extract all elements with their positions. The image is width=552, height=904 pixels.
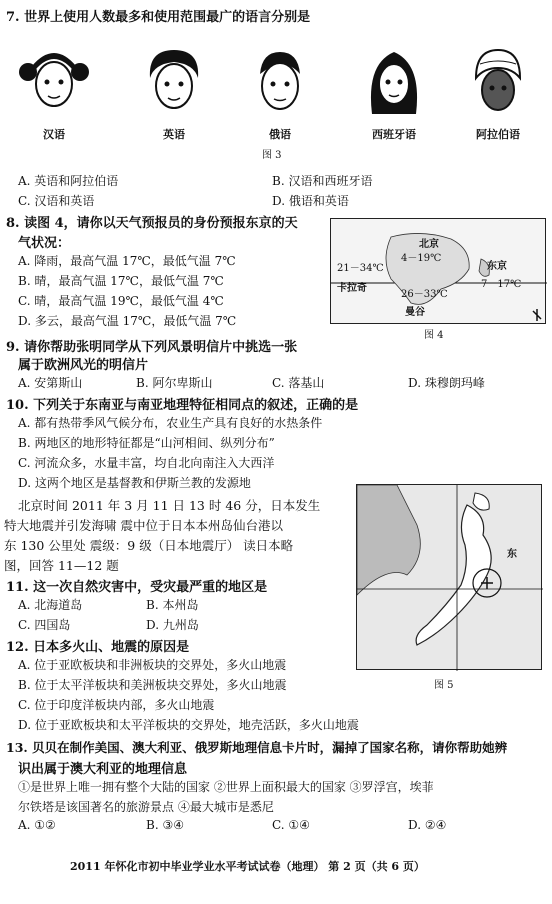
q10-option-c[interactable]: C. 河流众多，水量丰富，均自北向南注入大西洋 [18,456,275,470]
q13-option-b[interactable]: B. ③④ [146,818,184,832]
q11-option-b[interactable]: B. 本州岛 [146,598,199,612]
map4-tokyo-temp: 7－17℃ [481,279,522,290]
figure4-map [330,218,546,324]
face-label-english: 英语 [163,128,185,141]
q8-option-d[interactable]: D. 多云，最高气温 17℃，最低气温 7℃ [18,314,237,328]
map4-bangkok-label: 曼谷 [405,307,425,318]
boy-portrait-icon [244,44,316,118]
q10-option-b[interactable]: B. 两地区的地形特征都是“山河相间、纵列分布” [18,436,275,450]
q7-option-b[interactable]: B. 汉语和西班牙语 [272,174,373,188]
q13-info-line2: 尔铁塔是该国著名的旅游景点 ④最大城市是悉尼 [18,800,274,814]
q9-option-c[interactable]: C. 落基山 [272,376,325,390]
q10-option-a[interactable]: A. 都有热带季风气候分布，农业生产具有良好的水热条件 [18,416,323,430]
girl-portrait-icon [18,44,90,118]
q10-stem: 10. 下列关于东南亚与南亚地理特征相同点的叙述，正确的是 [6,398,359,413]
intro-line2: 特大地震并引发海啸 震中位于日本本州岛仙台港以 [4,518,283,533]
figure5-map [356,484,542,670]
face-label-spanish: 西班牙语 [372,128,416,141]
q7-option-a[interactable]: A. 英语和阿拉伯语 [18,174,119,188]
q13-option-c[interactable]: C. ①④ [272,818,310,832]
q9-stem-line1: 9. 请你帮助张明同学从下列风景明信片中挑选一张 [6,340,298,355]
page-footer: 2011 年怀化市初中毕业学业水平考试试卷（地理） 第 2 页（共 6 页） [70,860,425,873]
q13-option-d[interactable]: D. ②④ [408,818,447,832]
q10-option-d[interactable]: D. 这两个地区是基督教和伊斯兰教的发源地 [18,476,251,490]
q12-option-a[interactable]: A. 位于亚欧板块和非洲板块的交界处，多火山地震 [18,658,287,672]
figure5-caption: 图 5 [434,680,454,691]
figure4-caption: 图 4 [424,330,444,341]
map4-bangkok-temp: 26－33℃ [401,289,448,300]
long-hair-portrait-icon [358,44,430,118]
q8-option-b[interactable]: B. 晴，最高气温 17℃，最低气温 7℃ [18,274,224,288]
figure3-caption: 图 3 [262,150,282,161]
q11-stem: 11. 这一次自然灾害中，受灾最严重的地区是 [6,580,268,595]
intro-line4: 图，回答 11—12 题 [4,558,119,573]
q8-option-a[interactable]: A. 降雨，最高气温 17℃，最低气温 7℃ [18,254,236,268]
q7-option-c[interactable]: C. 汉语和英语 [18,194,95,208]
intro-line3: 东 130 公里处 震级：9 级（日本地震厅） 读日本略 [4,538,294,553]
q13-stem-line1: 13. 贝贝在制作美国、澳大利亚、俄罗斯地理信息卡片时，漏掉了国家名称，请你帮助她辨 [6,740,508,755]
map5-label: 东 [507,549,517,560]
q11-option-c[interactable]: C. 四国岛 [18,618,71,632]
q13-option-a[interactable]: A. ①② [18,818,56,832]
q13-info-line1: ①是世界上唯一拥有整个大陆的国家 ②世界上面积最大的国家 ③罗浮宫，埃菲 [18,780,434,794]
curly-hair-portrait-icon [138,44,210,118]
face-label-chinese: 汉语 [43,128,65,141]
map4-beijing-label: 北京 [419,239,439,250]
q9-option-d[interactable]: D. 珠穆朗玛峰 [408,376,485,390]
map4-beijing-temp: 4－19℃ [401,253,442,264]
q9-option-a[interactable]: A. 安第斯山 [18,376,83,390]
q12-option-d[interactable]: D. 位于亚欧板块和太平洋板块的交界处，地壳活跃，多火山地震 [18,718,359,732]
turban-portrait-icon [462,44,534,118]
q11-option-d[interactable]: D. 九州岛 [146,618,199,632]
figure5-map-outline [357,485,543,671]
q12-stem: 12. 日本多火山、地震的原因是 [6,640,190,655]
map4-tokyo-label: 东京 [487,261,507,272]
q9-option-b[interactable]: B. 阿尔卑斯山 [136,376,213,390]
q7-stem: 7. 世界上使用人数最多和使用范围最广的语言分别是 [6,10,311,25]
q13-stem-line2: 识出属于澳大利亚的地理信息 [18,762,188,777]
q8-stem-line2: 气状况： [18,236,71,251]
intro-line1: 北京时间 2011 年 3 月 11 日 13 时 46 分，日本发生 [18,498,321,513]
q11-option-a[interactable]: A. 北海道岛 [18,598,83,612]
q8-option-c[interactable]: C. 晴，最高气温 19℃，最低气温 4℃ [18,294,224,308]
q8-stem-line1: 8. 读图 4，请你以天气预报员的身份预报东京的天 [6,216,298,231]
map4-karachi-label: 卡拉奇 [337,283,367,294]
q9-stem-line2: 属于欧洲风光的明信片 [18,358,149,373]
face-label-arabic: 阿拉伯语 [476,128,520,141]
map4-temp-left: 21－34℃ [337,263,384,274]
q7-option-d[interactable]: D. 俄语和英语 [272,194,349,208]
face-label-russian: 俄语 [269,128,291,141]
q12-option-c[interactable]: C. 位于印度洋板块内部，多火山地震 [18,698,215,712]
q12-option-b[interactable]: B. 位于太平洋板块和美洲板块交界处，多火山地震 [18,678,287,692]
